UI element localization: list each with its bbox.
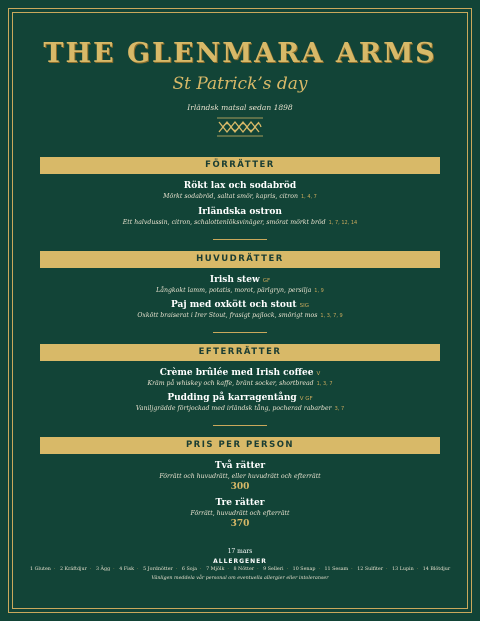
allergen-entry: 3 Ägg <box>95 567 111 572</box>
divider <box>213 332 267 333</box>
allergen-entry: 11 Sesam <box>324 567 349 572</box>
allergen-entry: 2 Kräftdjur <box>59 567 87 572</box>
allergen-note: Vänligen meddela vår personal om eventuella allergier eller intoleranser <box>151 576 329 581</box>
allergen-codes: 1, 7, 12, 14 <box>328 220 358 226</box>
dietary-badge: SIG <box>299 303 309 309</box>
allergen-entry: 12 Sulfiter <box>357 567 383 572</box>
menu-item-desc: Långkokt lamm, potatis, morot, pärlgryn, persilja 1, 9 <box>156 287 324 294</box>
allergen-codes: 1, 3, 7, 9 <box>320 313 343 319</box>
allergen-entry: 10 Senap <box>292 567 316 572</box>
allergen-entry: 6 Soja <box>181 567 197 572</box>
section-band-prices: PRIS PER PERSON <box>40 437 440 454</box>
menu-item-name: Irländska ostron <box>198 207 282 217</box>
allergen-entry: 14 Blötdjur <box>422 567 451 572</box>
allergen-entry: 8 Nötter <box>233 567 255 572</box>
allergen-entry: 1 Gluten <box>30 567 51 572</box>
menu-item-name: Pudding på karragentång V GF <box>167 393 313 403</box>
restaurant-title: THE GLENMARA ARMS <box>43 38 437 69</box>
allergen-entry: 13 Lupin <box>392 567 414 572</box>
menu-item-desc: Kräm på whiskey och kaffe, bränt socker, shortbread 1, 3, 7 <box>147 380 333 387</box>
price-option-desc: Förrätt, huvudrätt och efterrätt <box>190 510 290 517</box>
allergen-entry: 4 Fisk <box>119 567 135 572</box>
divider <box>213 239 267 240</box>
price-option-name: Två rätter <box>214 461 266 471</box>
menu-item-name: Paj med oxkött och stout SIG <box>171 300 309 310</box>
allergen-legend: 1 Gluten · 2 Kräftdjur · 3 Ägg · 4 Fisk · 5 Jordnötter · 6 Soja · 7 Mjölk · 8 Nötter · 9 Selleri · 10 Senap · 11 Sesam · 12 Sulfiter · 13 Lupin · 14 Blötdjur <box>30 567 451 572</box>
allergen-entry: 9 Selleri <box>263 567 284 572</box>
celtic-knot-icon <box>217 117 263 137</box>
menu-item-name: Rökt lax och sodabröd <box>183 181 297 191</box>
event-date: 17 mars <box>227 548 253 555</box>
menu-item-name: Irish stew GF <box>209 275 271 285</box>
price-value: 300 <box>230 482 250 492</box>
price-option-name: Tre rätter <box>215 498 265 508</box>
section-band-desserts: EFTERRÄTTER <box>40 344 440 361</box>
allergen-entry: 7 Mjölk <box>206 567 225 572</box>
menu-item-desc: Vaniljgrädde förtjockad med irländsk tång, pocherad rabarber 3, 7 <box>135 405 345 412</box>
menu-item-desc: Oxkött braiserat i Irer Stout, frasigt pajlock, smörigt mos 1, 3, 7, 9 <box>137 312 343 319</box>
allergen-codes: 1, 9 <box>314 288 324 294</box>
menu-item-name: Crème brûlée med Irish coffee V <box>159 368 321 378</box>
divider <box>213 425 267 426</box>
allergen-codes: 1, 4, 7 <box>300 194 317 200</box>
price-value: 370 <box>230 519 250 529</box>
section-band-mains: HUVUDRÄTTER <box>40 251 440 268</box>
allergen-codes: 3, 7 <box>334 406 345 412</box>
allergen-title: ALLERGENER <box>213 558 267 565</box>
price-option-desc: Förrätt och huvudrätt, eller huvudrätt och efterrätt <box>159 473 321 480</box>
dietary-badge: V <box>316 371 321 377</box>
dietary-badge: V GF <box>299 396 313 402</box>
allergen-entry: 5 Jordnötter <box>143 567 173 572</box>
tagline: Irländsk matsal sedan 1898 <box>187 103 293 112</box>
menu-item-desc: Mörkt sodabröd, saltat smör, kapris, citron 1, 4, 7 <box>163 193 317 200</box>
event-subtitle: St Patrick’s day <box>172 74 308 94</box>
allergen-codes: 1, 3, 7 <box>316 381 333 387</box>
section-band-starters: FÖRRÄTTER <box>40 157 440 174</box>
menu-item-desc: Ett halvdussin, citron, schalottenlöksvinäger, smörat mörkt bröd 1, 7, 12, 14 <box>122 219 358 226</box>
dietary-badge: GF <box>262 278 271 284</box>
